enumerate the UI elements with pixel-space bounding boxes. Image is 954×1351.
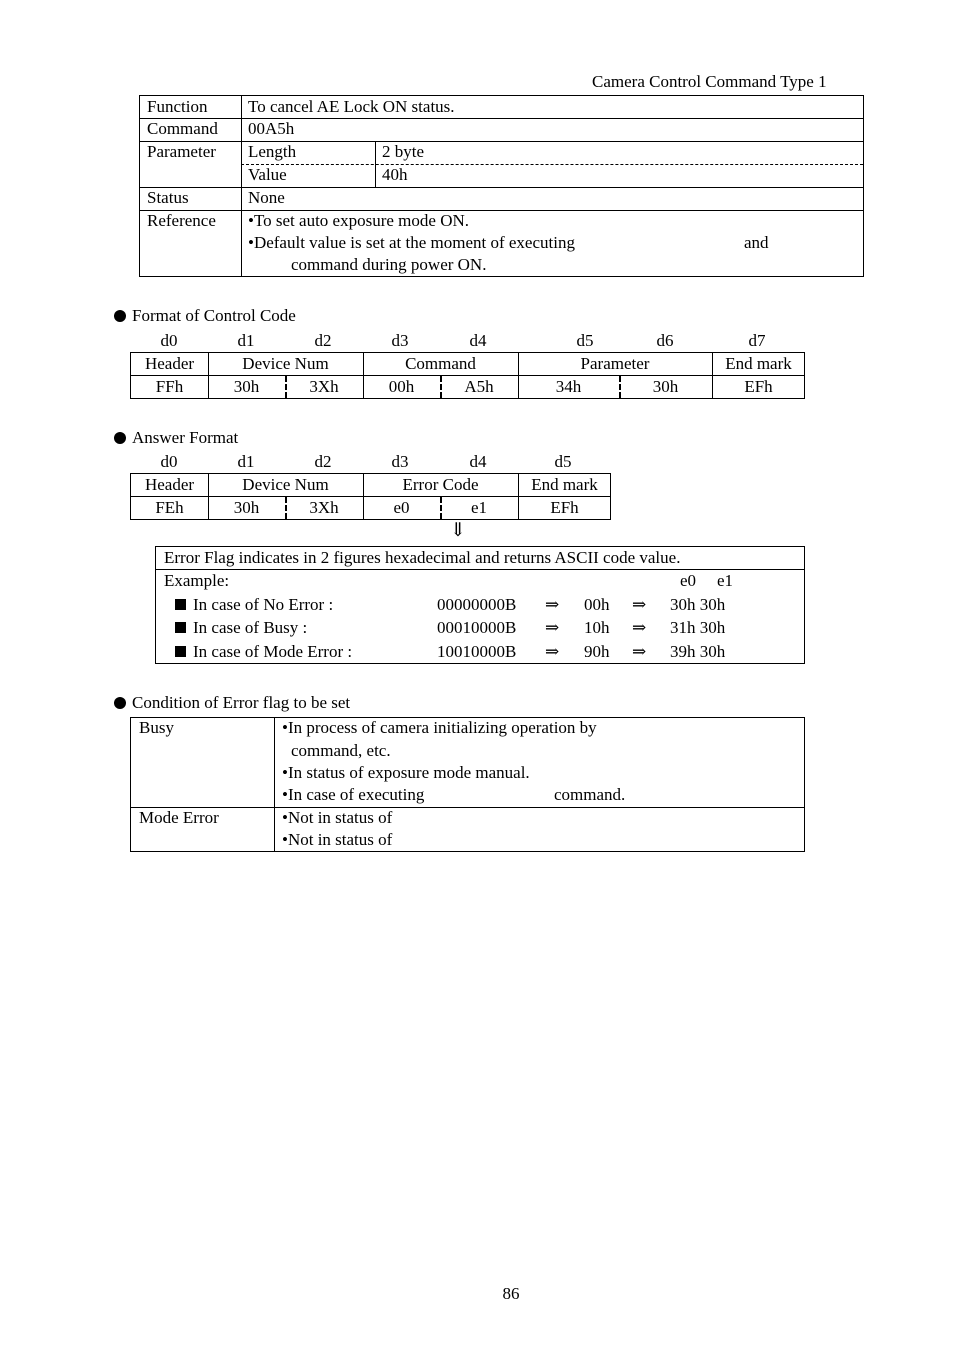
- function-label: Function: [147, 97, 208, 116]
- busy-label: Busy: [139, 718, 174, 737]
- error-row-hex: 10h: [584, 618, 610, 637]
- reference-label: Reference: [147, 211, 216, 230]
- error-flag-box: [155, 546, 805, 664]
- square-bullet-icon: [175, 646, 186, 657]
- answer-value-d5: EFh: [550, 498, 579, 517]
- value-d7: EFh: [744, 377, 773, 396]
- section-header: Camera Control Command Type 1: [592, 72, 827, 91]
- value-label: Value: [248, 165, 287, 184]
- answer-value-d2: 3Xh: [309, 498, 339, 517]
- byte-label-d0: d0: [160, 331, 178, 350]
- byte-label-d6: d6: [656, 331, 674, 350]
- byte-label-d4: d4: [469, 331, 487, 350]
- byte-label-d7: d7: [748, 331, 766, 350]
- answer-label-d3: d3: [391, 452, 409, 471]
- error-row-ascii: 31h 30h: [670, 618, 726, 637]
- answer-value-d3: e0: [393, 498, 410, 517]
- error-row-binary: 10010000B: [437, 642, 517, 661]
- mode-error-label: Mode Error: [139, 808, 219, 827]
- answer-label-d5: d5: [554, 452, 572, 471]
- right-arrow-icon: ⇒: [545, 618, 560, 637]
- square-bullet-icon: [175, 599, 186, 610]
- answer-format-heading: Answer Format: [114, 428, 238, 448]
- example-label: Example:: [164, 571, 230, 590]
- function-value: To cancel AE Lock ON status.: [248, 97, 455, 116]
- right-arrow-icon: ⇒: [545, 595, 560, 614]
- parameter-label: Parameter: [147, 142, 216, 161]
- answer-group-error-code: Error Code: [402, 475, 479, 494]
- error-row-ascii: 39h 30h: [670, 642, 726, 661]
- value-d4: A5h: [464, 377, 494, 396]
- error-row-label: In case of No Error :: [175, 594, 333, 616]
- answer-group-header: Header: [144, 475, 195, 494]
- group-parameter: Parameter: [580, 354, 650, 373]
- answer-label-d2: d2: [314, 452, 332, 471]
- bullet-icon: [114, 432, 126, 444]
- value-d2: 3Xh: [309, 377, 339, 396]
- byte-label-d5: d5: [576, 331, 594, 350]
- value-d1: 30h: [233, 377, 260, 396]
- value-d5: 34h: [555, 377, 582, 396]
- mode-error-line-2: •Not in status of: [282, 830, 393, 849]
- page-number: 86: [502, 1284, 520, 1303]
- error-row-label: In case of Mode Error :: [175, 641, 352, 663]
- length-label: Length: [248, 142, 297, 161]
- down-arrow-icon: ⇓: [450, 520, 466, 541]
- right-arrow-icon: ⇒: [632, 642, 647, 661]
- group-command: Command: [405, 354, 476, 373]
- answer-group-device-num: Device Num: [242, 475, 329, 494]
- bullet-icon: [114, 697, 126, 709]
- condition-table: [130, 717, 805, 852]
- status-label: Status: [147, 188, 189, 207]
- command-label: Command: [147, 119, 218, 138]
- answer-label-d1: d1: [237, 452, 255, 471]
- function-table: [139, 95, 864, 277]
- status-value: None: [248, 188, 285, 207]
- table-divider: [241, 96, 242, 276]
- busy-line-1: •In process of camera initializing operation by: [282, 718, 597, 737]
- group-end-mark: End mark: [725, 354, 792, 373]
- answer-label-d4: d4: [469, 452, 487, 471]
- answer-format-table: [130, 473, 611, 520]
- byte-label-d1: d1: [237, 331, 255, 350]
- value-d6: 30h: [652, 377, 679, 396]
- answer-value-d0: FEh: [155, 498, 184, 517]
- mode-error-line-1: •Not in status of: [282, 808, 393, 827]
- group-device-num: Device Num: [242, 354, 329, 373]
- right-arrow-icon: ⇒: [632, 618, 647, 637]
- error-row-binary: 00000000B: [437, 595, 517, 614]
- error-row-hex: 00h: [584, 595, 610, 614]
- reference-line-1: •To set auto exposure mode ON.: [248, 211, 469, 230]
- busy-line-4-end: command.: [554, 785, 626, 804]
- busy-line-2: command, etc.: [291, 741, 391, 760]
- error-row-label: In case of Busy :: [175, 617, 307, 639]
- control-code-heading: Format of Control Code: [114, 306, 296, 326]
- right-arrow-icon: ⇒: [632, 595, 647, 614]
- right-arrow-icon: ⇒: [545, 642, 560, 661]
- reference-line-3: command during power ON.: [291, 255, 487, 274]
- command-value: 00A5h: [248, 119, 295, 138]
- answer-value-d1: 30h: [233, 498, 260, 517]
- error-row-hex: 90h: [584, 642, 610, 661]
- answer-group-end-mark: End mark: [531, 475, 598, 494]
- error-row-ascii: 30h 30h: [670, 595, 726, 614]
- col-e0: e0: [680, 571, 697, 590]
- byte-label-d3: d3: [391, 331, 409, 350]
- answer-label-d0: d0: [160, 452, 178, 471]
- error-row-binary: 00010000B: [437, 618, 517, 637]
- condition-heading: Condition of Error flag to be set: [114, 693, 350, 713]
- value-value: 40h: [382, 165, 408, 184]
- length-value: 2 byte: [382, 142, 425, 161]
- col-e1: e1: [717, 571, 734, 590]
- byte-label-d2: d2: [314, 331, 332, 350]
- busy-line-4: •In case of executing: [282, 785, 425, 804]
- bullet-icon: [114, 310, 126, 322]
- group-header: Header: [144, 354, 195, 373]
- reference-line-2: •Default value is set at the moment of executing: [248, 233, 575, 252]
- value-d3: 00h: [388, 377, 415, 396]
- square-bullet-icon: [175, 622, 186, 633]
- error-flag-title: Error Flag indicates in 2 figures hexadecimal and returns ASCII code value.: [164, 548, 681, 567]
- answer-value-d4: e1: [470, 498, 488, 517]
- reference-and: and: [744, 233, 769, 252]
- value-d0: FFh: [155, 377, 184, 396]
- busy-line-3: •In status of exposure mode manual.: [282, 763, 530, 782]
- control-code-table: [130, 352, 805, 399]
